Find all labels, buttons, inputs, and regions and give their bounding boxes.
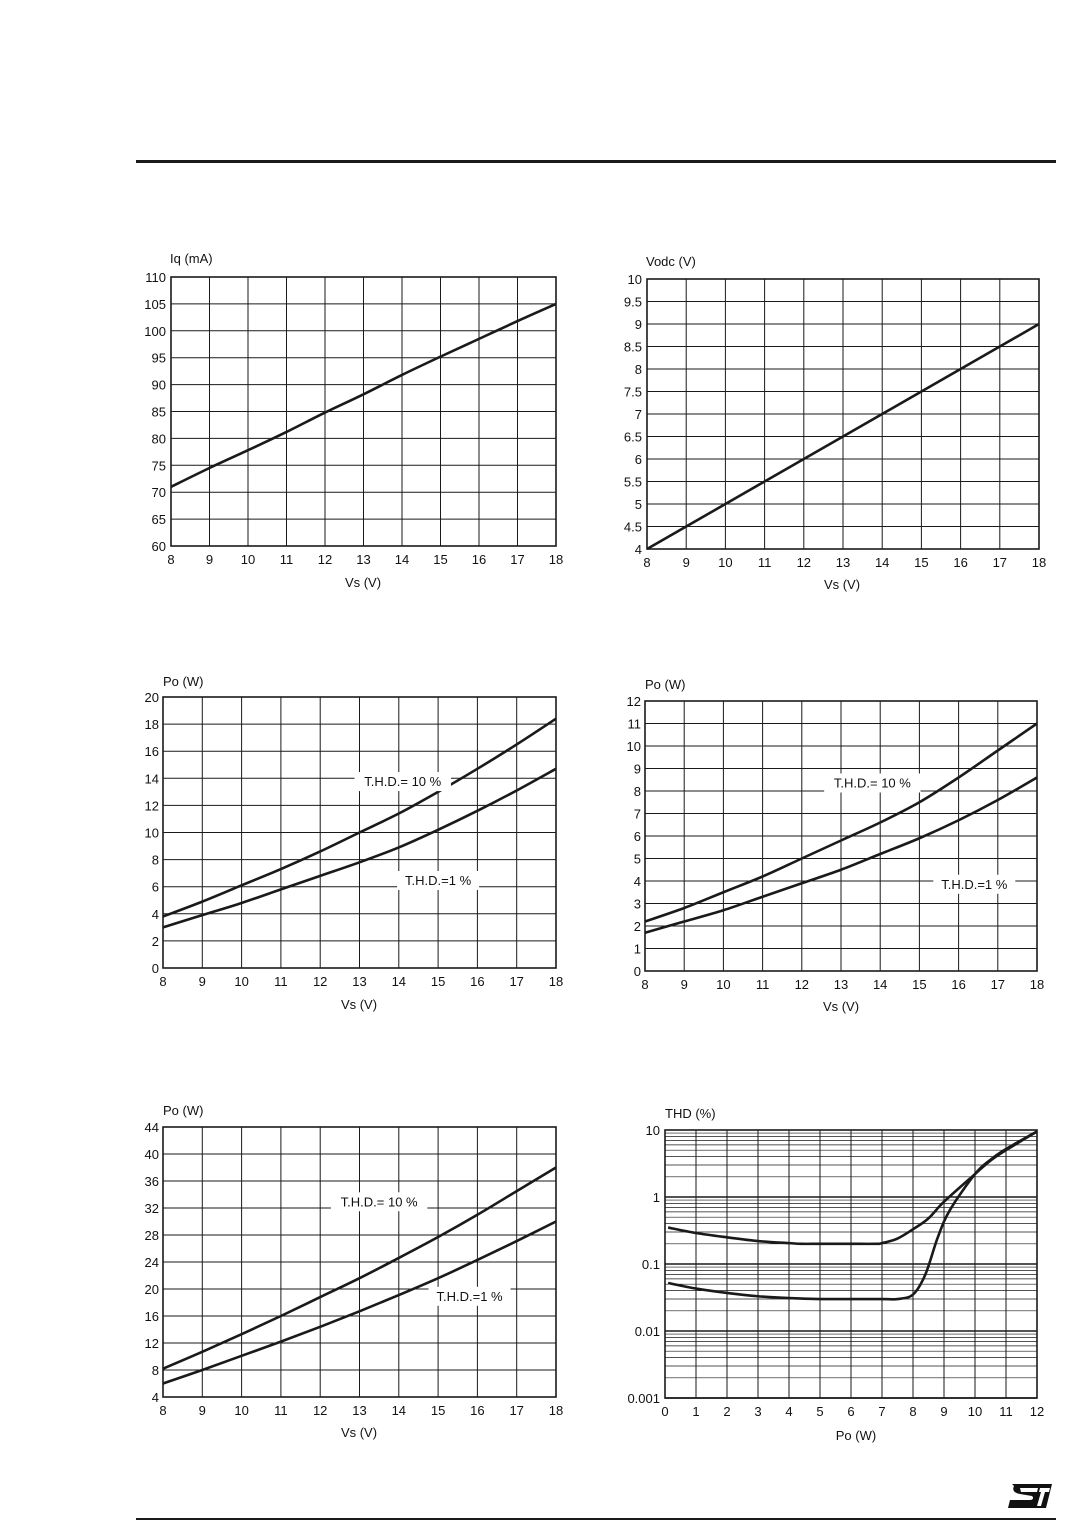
y-tick-label: 14: [144, 771, 159, 787]
y-tick-label: 0.01: [634, 1324, 660, 1339]
x-tick-label: 15: [433, 552, 448, 567]
y-tick-label: 6: [151, 879, 159, 895]
y-tick-label: 28: [144, 1228, 159, 1243]
x-tick-label: 17: [992, 555, 1008, 570]
y-tick-label: 24: [144, 1255, 159, 1270]
x-tick-label: 13: [835, 555, 851, 570]
x-tick-label: 10: [967, 1404, 983, 1419]
y-tick-label: 12: [626, 694, 641, 709]
x-tick-label: 9: [940, 1404, 948, 1419]
y-tick-label: 4: [633, 874, 641, 889]
x-tick-label: 8: [167, 552, 175, 567]
x-tick-label: 12: [1029, 1404, 1045, 1419]
y-tick-label: 0: [151, 961, 159, 976]
y-tick-label: 4.5: [623, 519, 642, 535]
x-tick-label: 10: [234, 974, 249, 989]
x-tick-label: 4: [785, 1404, 793, 1419]
x-tick-label: 11: [755, 977, 770, 992]
x-tick-label: 9: [682, 555, 690, 570]
x-tick-label: 12: [312, 1403, 328, 1418]
x-tick-label: 0: [661, 1404, 669, 1419]
y-axis-label: THD (%): [665, 1106, 716, 1121]
y-tick-label: 9: [633, 761, 641, 777]
series-line-0: [668, 1131, 1037, 1243]
x-tick-label: 1: [692, 1404, 700, 1419]
x-tick-label: 12: [794, 977, 810, 992]
y-tick-label: 5: [634, 497, 642, 512]
x-tick-label: 5: [816, 1404, 824, 1419]
x-tick-label: 9: [198, 1403, 206, 1418]
x-tick-label: 9: [680, 977, 688, 992]
y-tick-label: 36: [144, 1174, 159, 1189]
y-tick-label: 6: [633, 829, 641, 844]
x-tick-label: 14: [872, 977, 888, 992]
y-tick-label: 4: [634, 542, 642, 557]
y-tick-label: 8: [151, 1363, 159, 1378]
y-tick-label: 4: [151, 1390, 159, 1405]
y-tick-label: 9.5: [623, 294, 642, 310]
x-tick-label: 10: [234, 1403, 249, 1418]
x-tick-label: 11: [274, 1403, 288, 1418]
y-tick-label: 10: [645, 1123, 660, 1138]
y-tick-label: 40: [144, 1147, 159, 1162]
y-tick-label: 8: [634, 362, 642, 377]
y-tick-label: 9: [634, 317, 642, 332]
y-axis-label: Po (W): [645, 677, 686, 692]
x-tick-label: 16: [471, 552, 487, 567]
x-tick-label: 17: [509, 974, 524, 989]
y-tick-label: 90: [151, 377, 166, 393]
x-tick-label: 11: [757, 555, 772, 570]
x-tick-label: 14: [394, 552, 410, 567]
x-tick-label: 6: [847, 1404, 855, 1419]
y-tick-label: 0.001: [627, 1391, 660, 1406]
y-tick-label: 6.5: [623, 429, 642, 445]
y-tick-label: 75: [151, 458, 166, 474]
y-tick-label: 2: [151, 933, 159, 949]
x-tick-label: 11: [274, 974, 288, 989]
x-tick-label: 8: [159, 974, 167, 989]
x-tick-label: 12: [317, 552, 333, 567]
x-tick-label: 12: [796, 555, 812, 570]
x-tick-label: 7: [878, 1404, 886, 1419]
x-tick-label: 16: [470, 974, 485, 989]
y-tick-label: 2: [633, 919, 641, 934]
x-axis-label: Vs (V): [344, 575, 382, 590]
y-tick-label: 11: [627, 716, 641, 732]
y-tick-label: 6: [634, 452, 642, 467]
x-tick-label: 18: [1031, 555, 1047, 570]
series-annotation: T.H.D.= 10 %: [833, 775, 911, 791]
y-tick-label: 12: [144, 798, 159, 814]
x-tick-label: 9: [198, 974, 206, 989]
x-tick-label: 8: [641, 977, 649, 992]
x-tick-label: 9: [205, 552, 214, 567]
series-annotation: T.H.D.=1 %: [436, 1288, 503, 1304]
y-tick-label: 105: [144, 296, 166, 312]
y-tick-label: 20: [144, 1282, 159, 1297]
y-tick-label: 8: [633, 784, 641, 799]
st-logo-icon: [1006, 1482, 1054, 1510]
x-tick-label: 15: [430, 974, 446, 989]
y-tick-label: 3: [633, 896, 641, 912]
y-tick-label: 32: [144, 1201, 159, 1216]
y-tick-label: 8.5: [623, 339, 642, 355]
x-tick-label: 10: [718, 555, 733, 570]
y-tick-label: 1: [633, 941, 641, 957]
x-tick-label: 8: [159, 1403, 167, 1418]
y-tick-label: 18: [144, 717, 159, 733]
x-tick-label: 3: [754, 1404, 762, 1419]
y-tick-label: 7.5: [623, 384, 642, 400]
y-tick-label: 12: [144, 1336, 159, 1351]
x-tick-label: 13: [352, 1403, 367, 1418]
y-tick-label: 95: [151, 350, 166, 366]
x-tick-label: 18: [548, 974, 564, 989]
y-tick-label: 70: [151, 485, 166, 501]
y-tick-label: 1: [652, 1190, 660, 1205]
x-tick-label: 17: [510, 552, 525, 567]
y-tick-label: 10: [626, 739, 641, 754]
x-tick-label: 13: [833, 977, 849, 992]
y-tick-label: 5: [633, 851, 641, 867]
x-axis-label: Vs (V): [340, 997, 378, 1012]
y-tick-label: 100: [144, 323, 166, 339]
x-tick-label: 18: [548, 552, 564, 567]
x-axis-label: Vs (V): [822, 999, 860, 1014]
y-tick-label: 0.1: [641, 1257, 660, 1272]
x-axis-label: Po (W): [835, 1428, 877, 1443]
x-tick-label: 13: [352, 974, 367, 989]
series-annotation: T.H.D.= 10 %: [340, 1194, 418, 1210]
x-tick-label: 15: [914, 555, 929, 570]
x-tick-label: 2: [723, 1404, 731, 1419]
x-tick-label: 10: [716, 977, 731, 992]
x-tick-label: 14: [391, 974, 407, 989]
y-tick-label: 20: [144, 690, 159, 705]
x-tick-label: 18: [1029, 977, 1045, 992]
x-tick-label: 8: [909, 1404, 917, 1419]
y-axis-label: Po (W): [163, 674, 204, 689]
series-annotation: T.H.D.= 10 %: [364, 774, 442, 790]
x-tick-label: 14: [874, 555, 890, 570]
x-tick-label: 16: [953, 555, 968, 570]
y-tick-label: 4: [151, 906, 159, 922]
x-tick-label: 11: [279, 552, 294, 567]
y-tick-label: 0: [633, 964, 641, 979]
y-tick-label: 7: [634, 407, 642, 422]
x-axis-label: Vs (V): [823, 577, 861, 592]
y-axis-label: Po (W): [163, 1103, 204, 1118]
x-tick-label: 11: [999, 1404, 1013, 1419]
y-tick-label: 16: [144, 744, 159, 760]
x-tick-label: 13: [356, 552, 371, 567]
y-tick-label: 10: [627, 272, 642, 287]
y-tick-label: 110: [145, 270, 166, 285]
x-tick-label: 15: [912, 977, 927, 992]
y-tick-label: 8: [151, 852, 159, 868]
y-tick-label: 7: [633, 806, 641, 822]
series-annotation: T.H.D.=1 %: [405, 872, 472, 888]
x-tick-label: 16: [470, 1403, 485, 1418]
y-tick-label: 85: [151, 404, 166, 420]
y-tick-label: 16: [144, 1309, 159, 1324]
y-axis-label: Iq (mA): [170, 251, 213, 266]
x-tick-label: 17: [990, 977, 1006, 992]
y-tick-label: 65: [151, 512, 166, 528]
x-tick-label: 10: [240, 552, 256, 567]
y-tick-label: 10: [144, 825, 159, 841]
series-annotation: T.H.D.=1 %: [941, 876, 1008, 892]
y-tick-label: 5.5: [623, 474, 642, 490]
x-tick-label: 17: [509, 1403, 524, 1418]
x-axis-label: Vs (V): [340, 1425, 378, 1440]
x-tick-label: 18: [548, 1403, 564, 1418]
x-tick-label: 15: [430, 1403, 446, 1418]
y-tick-label: 80: [151, 431, 166, 447]
x-tick-label: 8: [643, 555, 651, 570]
x-tick-label: 14: [391, 1403, 407, 1418]
x-tick-label: 12: [312, 974, 328, 989]
y-tick-label: 60: [151, 539, 166, 554]
y-axis-label: Vodc (V): [646, 254, 696, 269]
y-tick-label: 44: [144, 1120, 159, 1135]
x-tick-label: 16: [951, 977, 966, 992]
